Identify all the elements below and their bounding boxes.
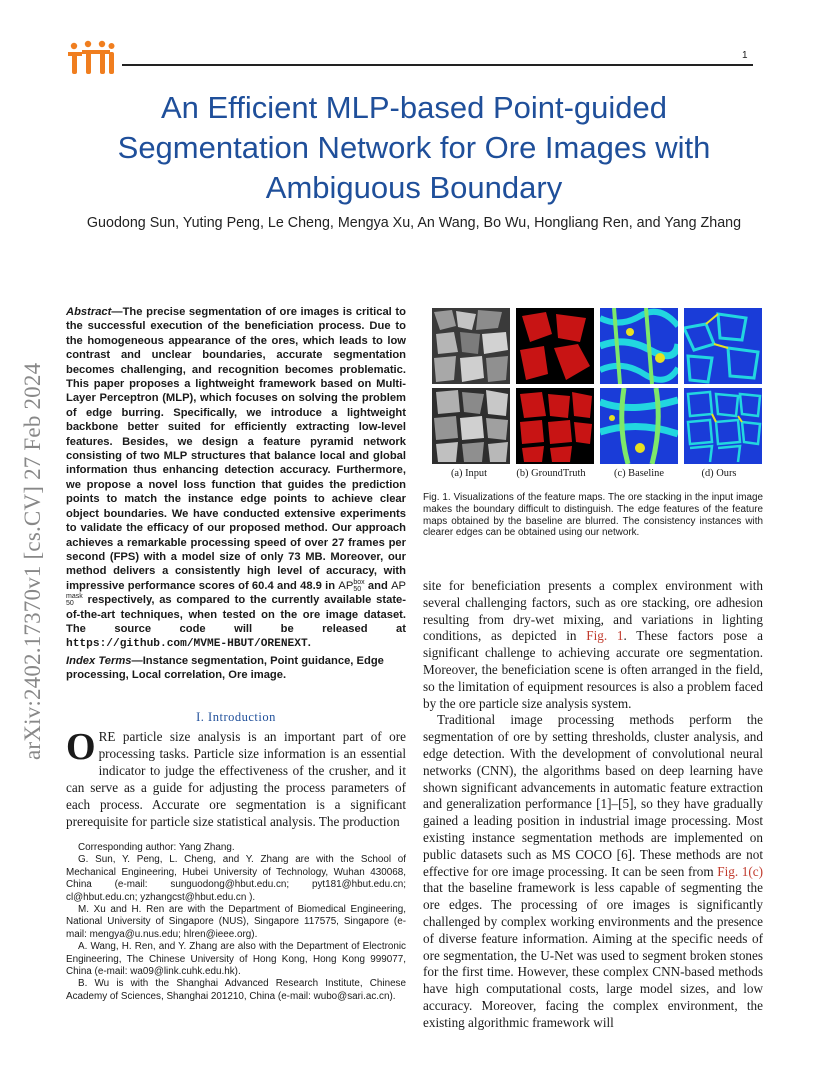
abstract-label: Abstract [66, 306, 112, 318]
intro-text: RE particle size analysis is an important part of ore processing tasks. Particle size information is an essential indicator to judge the effectiveness of the crusher, and it can serve as a guide for adjusting the process parameters of each process. Accurate ore segmentation is a significant prerequisite for particle size statistical analysis. The production [66, 729, 406, 829]
arxiv-stamp: arXiv:2402.17370v1 [cs.CV] 27 Feb 2024 [20, 362, 45, 760]
page-number: 1 [742, 50, 748, 61]
right-column-text [423, 578, 763, 1032]
paper-title: An Efficient MLP-based Point-guided Segmentation Network for Ore Images with Ambiguous Boundary [117, 90, 711, 205]
abstract: Abstract—The precise segmentation of ore images is critical to the successful execution of the beneficiation process. Due to the homogeneous appearance of the ores, which leads to low contrast and unclear boundaries, accurate segmentation becomes challenging, and recognition becomes problematic. This paper proposes a lightweight framework based on Multi-Layer Perceptron (MLP), which focuses on solving the problem of edge burring. Specifically, we introduce a lightweight backbone better suited for efficiently extracting low-level features. Besides, we design a feature pyramid network consisting of two MLP structures that balance local and global information thus enhancing detection accuracy. Furthermore, we propose a novel loss function that guides the prediction points to match the instance edge points to achieve clear object boundaries. We have conducted extensive experiments to validate the efficacy of our proposed method. Our approach achieves a remarkable processing speed of over 27 frames per second (FPS) with a model size of only 73 MB. Moreover, our method delivers a consistently high level of accuracy, with impressive performance scores of 60.4 and 48.9 in AP box 50 and AP mask 50 respectively, as compared to the currently available state-of-the-art techniques, when tested on the ore image dataset. The source code will be released at https://github.com/MVME-HBUT/ORENEXT. [66, 306, 406, 651]
figure-1 [432, 308, 762, 466]
input-image-bottom [432, 388, 510, 464]
baseline-map-bottom [600, 388, 678, 464]
abstract-text: —The precise segmentation of ore images is critical to the successful execution of the beneficiation process. Due to the homogeneous appearance of the ores, which leads to low contrast and unclear boundaries, accurate segmentation becomes challenging, and recognition becomes problematic. This paper proposes a lightweight framework based on Multi-Layer Perceptron (MLP), which focuses on solving the problem of edge burring. Specifically, we introduce a lightweight backbone better suited for efficiently extracting low-level features. Besides, we design a feature pyramid network consisting of two MLP structures that balance local and global information thus enhancing detection accuracy. Furthermore, we propose a novel loss function that guides the prediction points to match the instance edge points to achieve clear object boundaries. We have conducted extensive experiments to validate the efficacy of our proposed method. Our approach achieves a remarkable processing speed of over 27 frames per second (FPS) with a model size of only 73 MB. Moreover, our method delivers a consistently high level of accuracy, with impressive performance scores of 60.4 and 48.9 in [66, 306, 406, 592]
drop-cap: O [66, 726, 96, 768]
subcaption-baseline: (c) Baseline [614, 468, 664, 479]
author-list: Guodong Sun, Yuting Peng, Le Cheng, Mengya Xu, An Wang, Bo Wu, Hongliang Ren, and Yang Zhang [86, 215, 742, 231]
index-terms [66, 654, 406, 683]
footnote: B. Wu is with the Shanghai Advanced Research Institute, Chinese Academy of Sciences, Shanghai 201210, China (e-mail: wubo@sari.ac.cn). [66, 978, 406, 1002]
footnotes [66, 842, 406, 1003]
figure-ref-link[interactable]: Fig. 1 [586, 628, 624, 644]
ap-box-metric: AP box 50 [338, 578, 365, 593]
ours-map-bottom [684, 388, 762, 464]
index-terms-label: Index Terms [66, 655, 132, 667]
input-image-top [432, 308, 510, 384]
ap-mask-metric: AP mask 50 [66, 579, 406, 608]
abstract-mid: and [364, 579, 392, 592]
section-heading: I. Introduction [196, 710, 276, 724]
journal-logo [66, 40, 116, 76]
baseline-map-top [600, 308, 678, 384]
subcaption-groundtruth: (b) GroundTruth [516, 468, 586, 479]
footnote: G. Sun, Y. Peng, L. Cheng, and Y. Zhang are with the School of Mechanical Engineering, Hubei University of Technology, Wuhan 430068, China (e-mail: sunguodong@hbut.edu.cn; pyt181@hbut.edu.cn; cl@hbut.edu.cn; yzhangcst@hbut.edu.cn ). [66, 854, 406, 903]
subcaption-input: (a) Input [450, 468, 488, 479]
footnote: M. Xu and H. Ren are with the Department of Biomedical Engineering, National University of Singapore (NUS), Singapore 117575, Singapore (e-mail: mengya@u.nus.edu; hlren@ieee.org). [66, 904, 406, 940]
footnote: Corresponding author: Yang Zhang. [78, 842, 235, 853]
subcaption-ours: (d) Ours [701, 468, 737, 479]
footnote: A. Wang, H. Ren, and Y. Zhang are also with the Department of Electronic Engineering, The Chinese University of Hong Kong, Hong Kong 999077, China (e-mail: wa09@link.cuhk.edu.hk). [66, 941, 406, 978]
abstract-tail: respectively, as compared to the currently available state-of-the-art techniques, when tested on the ore image dataset. The source code will be released at [66, 594, 406, 635]
paragraph: Traditional image processing methods perform the segmentation of ore by setting thresholds, cluster analysis, and edge detection. With the development of convolutional neural networks (CNN), the algorithms based on deep learning have shown significant advancements in automatic feature extraction and generalization performance [1]–[5], so they have gradually gained a leading position in industrial image processing. Most existing instance segmentation methods are implemented on public datasets such as MS COCO [6]. These methods are not effective for ore image processing. It can be seen from Fig. 1(c) that the baseline framework is less capable of segmenting the ore edges. The processing of ore images is significantly challenged by complex working environments and the presence of diverse feature information. Aiming at the specific needs of ore segmentation, the U-Net was used to segment broken stones for the first time. However, these complex CNN-based methods have high computational costs, large model sizes, and low accuracy. Moreover, facing the complex environment, the existing algorithmic framework will [423, 712, 763, 1030]
figure-ref-link[interactable]: Fig. 1(c) [717, 863, 763, 879]
ours-map-top [684, 308, 762, 384]
groundtruth-mask-bottom [516, 388, 594, 464]
figure-caption: Fig. 1. Visualizations of the feature maps. The ore stacking in the input image makes the boundary difficult to distinguish. The edge features of the feature maps obtained by the baseline are blurred. The consistency instances with clearer edges can be obtained using our network. [423, 492, 763, 539]
index-terms-text: —Instance segmentation, Point guidance, Edge processing, Local correlation, Ore image. [66, 655, 384, 682]
code-url[interactable]: https://github.com/MVME-HBUT/ORENEXT [66, 638, 308, 651]
groundtruth-mask-top [516, 308, 594, 384]
header-rule [122, 64, 753, 66]
paragraph: site for beneficiation presents a complex environment with several challenging factors, such as ore stacking, ore adhesion resulting from dry-wet mixing, and variations in lighting conditions, as depicted in Fig. 1. These factors pose a significant challenge to achieving accurate ore segmentation. Moreover, the beneficiation scene is often arranged in the field, so the limitation of equipment resources is also a problem faced by the ore particle size analysis system. [423, 578, 764, 711]
intro-paragraph [66, 728, 406, 830]
